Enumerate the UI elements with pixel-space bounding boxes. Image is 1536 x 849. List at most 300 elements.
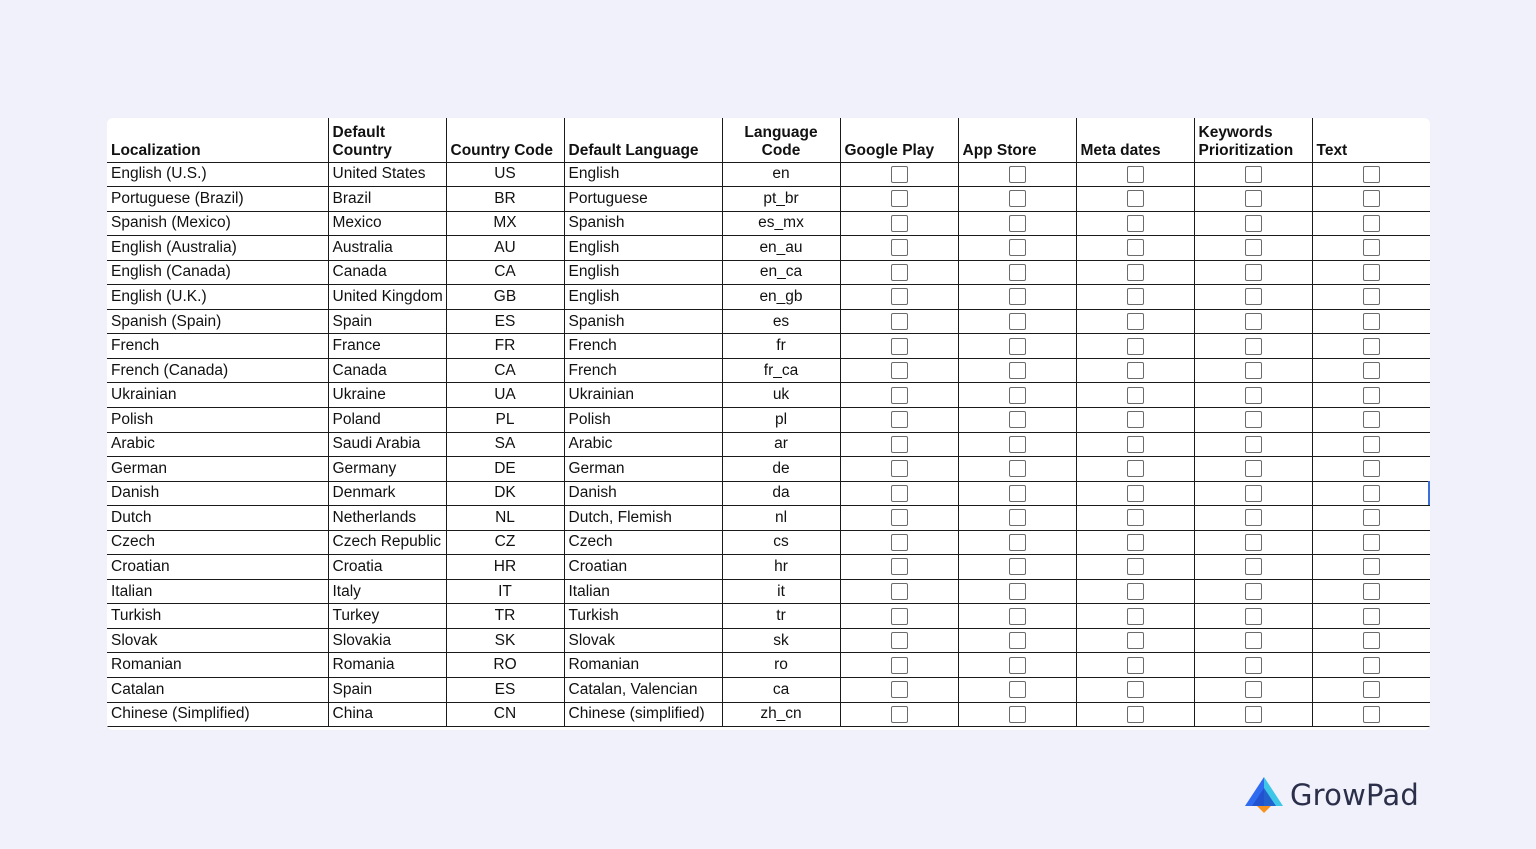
meta-dates-checkbox[interactable] (1127, 509, 1144, 526)
cell-keywords-prioritization (1194, 211, 1312, 236)
text-checkbox[interactable] (1363, 485, 1380, 502)
cell-meta-dates (1076, 653, 1194, 678)
app-store-checkbox[interactable] (1009, 239, 1026, 256)
header-default-language[interactable]: Default Language (564, 118, 722, 162)
cell-keywords-prioritization (1194, 236, 1312, 261)
cell-localization[interactable]: Turkish (107, 604, 328, 629)
cell-language-code[interactable]: en_gb (722, 285, 840, 310)
text-checkbox[interactable] (1363, 608, 1380, 625)
cell-language-code[interactable]: da (722, 481, 840, 506)
table-row (107, 358, 1430, 383)
cell-default-country[interactable]: Brazil (328, 187, 446, 212)
table-row (107, 530, 1430, 555)
google-play-checkbox[interactable] (891, 583, 908, 600)
google-play-checkbox[interactable] (891, 362, 908, 379)
cell-default-language[interactable]: Chinese (simplified) (564, 702, 722, 727)
text-checkbox[interactable] (1363, 509, 1380, 526)
cell-default-language[interactable]: French (564, 334, 722, 359)
cell-keywords-prioritization (1194, 506, 1312, 531)
text-checkbox[interactable] (1363, 313, 1380, 330)
google-play-checkbox[interactable] (891, 657, 908, 674)
meta-dates-checkbox[interactable] (1127, 485, 1144, 502)
cell-country-code[interactable]: ES (446, 309, 564, 334)
cell-default-language[interactable]: Czech (564, 530, 722, 555)
app-store-checkbox[interactable] (1009, 313, 1026, 330)
cell-default-country[interactable]: Denmark (328, 481, 446, 506)
cell-app-store (958, 162, 1076, 187)
text-checkbox[interactable] (1363, 166, 1380, 183)
cell-country-code[interactable]: SK (446, 628, 564, 653)
cell-language-code[interactable]: fr_ca (722, 358, 840, 383)
meta-dates-checkbox[interactable] (1127, 264, 1144, 281)
table-row (107, 407, 1430, 432)
cell-app-store (958, 334, 1076, 359)
meta-dates-checkbox[interactable] (1127, 583, 1144, 600)
cell-default-language[interactable]: English (564, 236, 722, 261)
text-checkbox[interactable] (1363, 681, 1380, 698)
cell-country-code[interactable]: MX (446, 211, 564, 236)
table-row (107, 285, 1430, 310)
keywords-prioritization-checkbox[interactable] (1245, 264, 1262, 281)
text-checkbox[interactable] (1363, 583, 1380, 600)
meta-dates-checkbox[interactable] (1127, 681, 1144, 698)
cell-language-code[interactable]: es_mx (722, 211, 840, 236)
cell-language-code[interactable]: es (722, 309, 840, 334)
google-play-checkbox[interactable] (891, 485, 908, 502)
cell-keywords-prioritization (1194, 555, 1312, 580)
cell-default-country[interactable]: China (328, 702, 446, 727)
meta-dates-checkbox[interactable] (1127, 460, 1144, 477)
cell-meta-dates (1076, 677, 1194, 702)
cell-language-code[interactable]: pl (722, 407, 840, 432)
cell-language-code[interactable]: tr (722, 604, 840, 629)
text-checkbox[interactable] (1363, 288, 1380, 305)
text-checkbox[interactable] (1363, 362, 1380, 379)
cell-default-country[interactable]: Spain (328, 309, 446, 334)
cell-localization[interactable]: German (107, 457, 328, 482)
meta-dates-checkbox[interactable] (1127, 608, 1144, 625)
brand-name: GrowPad (1290, 778, 1419, 812)
cell-meta-dates (1076, 457, 1194, 482)
cell-country-code[interactable]: HR (446, 555, 564, 580)
cell-default-language[interactable]: Catalan, Valencian (564, 677, 722, 702)
meta-dates-checkbox[interactable] (1127, 706, 1144, 723)
google-play-checkbox[interactable] (891, 166, 908, 183)
cell-localization[interactable]: Czech (107, 530, 328, 555)
app-store-checkbox[interactable] (1009, 608, 1026, 625)
cell-localization[interactable]: Spanish (Mexico) (107, 211, 328, 236)
app-store-checkbox[interactable] (1009, 558, 1026, 575)
cell-meta-dates (1076, 236, 1194, 261)
cell-keywords-prioritization (1194, 162, 1312, 187)
cell-google-play (840, 628, 958, 653)
cell-google-play (840, 162, 958, 187)
keywords-prioritization-checkbox[interactable] (1245, 706, 1262, 723)
app-store-checkbox[interactable] (1009, 338, 1026, 355)
google-play-checkbox[interactable] (891, 509, 908, 526)
app-store-checkbox[interactable] (1009, 583, 1026, 600)
google-play-checkbox[interactable] (891, 436, 908, 453)
cell-default-country[interactable]: Ukraine (328, 383, 446, 408)
cell-default-country[interactable]: Spain (328, 677, 446, 702)
cell-app-store (958, 358, 1076, 383)
cell-language-code[interactable]: pt_br (722, 187, 840, 212)
text-checkbox[interactable] (1363, 632, 1380, 649)
google-play-checkbox[interactable] (891, 681, 908, 698)
cell-localization[interactable]: Croatian (107, 555, 328, 580)
cell-default-language[interactable]: Italian (564, 579, 722, 604)
cell-localization[interactable]: Arabic (107, 432, 328, 457)
text-checkbox[interactable] (1363, 190, 1380, 207)
cell-google-play (840, 383, 958, 408)
header-language-code[interactable]: Language Code (722, 118, 840, 162)
cell-localization[interactable]: Spanish (Spain) (107, 309, 328, 334)
google-play-checkbox[interactable] (891, 190, 908, 207)
cell-country-code[interactable]: SA (446, 432, 564, 457)
cell-country-code[interactable]: CA (446, 260, 564, 285)
cell-keywords-prioritization (1194, 702, 1312, 727)
cell-google-play (840, 530, 958, 555)
cell-keywords-prioritization (1194, 432, 1312, 457)
text-checkbox[interactable] (1363, 558, 1380, 575)
app-store-checkbox[interactable] (1009, 657, 1026, 674)
app-store-checkbox[interactable] (1009, 387, 1026, 404)
header-meta-dates[interactable]: Meta dates (1076, 118, 1194, 162)
keywords-prioritization-checkbox[interactable] (1245, 681, 1262, 698)
cell-default-language[interactable]: Danish (564, 481, 722, 506)
app-store-checkbox[interactable] (1009, 681, 1026, 698)
cell-default-language[interactable]: Spanish (564, 211, 722, 236)
cell-country-code[interactable]: CA (446, 358, 564, 383)
keywords-prioritization-checkbox[interactable] (1245, 558, 1262, 575)
google-play-checkbox[interactable] (891, 338, 908, 355)
cell-default-country[interactable]: Czech Republic (328, 530, 446, 555)
google-play-checkbox[interactable] (891, 264, 908, 281)
cell-localization[interactable]: Ukrainian (107, 383, 328, 408)
cell-language-code[interactable]: hr (722, 555, 840, 580)
cell-localization[interactable]: Chinese (Simplified) (107, 702, 328, 727)
cell-default-country[interactable]: Slovakia (328, 628, 446, 653)
google-play-checkbox[interactable] (891, 215, 908, 232)
text-checkbox[interactable] (1363, 239, 1380, 256)
keywords-prioritization-checkbox[interactable] (1245, 239, 1262, 256)
meta-dates-checkbox[interactable] (1127, 239, 1144, 256)
table-row (107, 432, 1430, 457)
cell-google-play (840, 432, 958, 457)
cell-default-country[interactable]: United States (328, 162, 446, 187)
google-play-checkbox[interactable] (891, 632, 908, 649)
cell-localization[interactable]: Danish (107, 481, 328, 506)
cell-country-code[interactable]: US (446, 162, 564, 187)
cell-google-play (840, 236, 958, 261)
cell-localization[interactable]: Slovak (107, 628, 328, 653)
keywords-prioritization-checkbox[interactable] (1245, 411, 1262, 428)
cell-default-language[interactable]: Ukrainian (564, 383, 722, 408)
cell-default-country[interactable]: France (328, 334, 446, 359)
keywords-prioritization-checkbox[interactable] (1245, 657, 1262, 674)
cell-language-code[interactable]: en_ca (722, 260, 840, 285)
cell-meta-dates (1076, 260, 1194, 285)
keywords-prioritization-checkbox[interactable] (1245, 190, 1262, 207)
app-store-checkbox[interactable] (1009, 460, 1026, 477)
cell-google-play (840, 481, 958, 506)
cell-google-play (840, 604, 958, 629)
text-checkbox[interactable] (1363, 264, 1380, 281)
meta-dates-checkbox[interactable] (1127, 362, 1144, 379)
cell-default-country[interactable]: Turkey (328, 604, 446, 629)
keywords-prioritization-checkbox[interactable] (1245, 166, 1262, 183)
meta-dates-checkbox[interactable] (1127, 166, 1144, 183)
cell-country-code[interactable]: FR (446, 334, 564, 359)
cell-localization[interactable]: Italian (107, 579, 328, 604)
cell-language-code[interactable]: cs (722, 530, 840, 555)
cell-default-language[interactable]: English (564, 285, 722, 310)
keywords-prioritization-checkbox[interactable] (1245, 608, 1262, 625)
meta-dates-checkbox[interactable] (1127, 215, 1144, 232)
cell-google-play (840, 260, 958, 285)
table-row (107, 187, 1430, 212)
cell-meta-dates (1076, 555, 1194, 580)
meta-dates-checkbox[interactable] (1127, 288, 1144, 305)
cell-country-code[interactable]: AU (446, 236, 564, 261)
cell-keywords-prioritization (1194, 383, 1312, 408)
cell-default-language[interactable]: Arabic (564, 432, 722, 457)
cell-text (1312, 555, 1430, 580)
cell-google-play (840, 358, 958, 383)
cell-google-play (840, 506, 958, 531)
keywords-prioritization-checkbox[interactable] (1245, 338, 1262, 355)
cell-country-code[interactable]: GB (446, 285, 564, 310)
cell-country-code[interactable]: IT (446, 579, 564, 604)
cell-default-country[interactable]: Poland (328, 407, 446, 432)
app-store-checkbox[interactable] (1009, 166, 1026, 183)
cell-default-language[interactable]: French (564, 358, 722, 383)
text-checkbox[interactable] (1363, 534, 1380, 551)
cell-app-store (958, 677, 1076, 702)
google-play-checkbox[interactable] (891, 706, 908, 723)
header-country-code[interactable]: Country Code (446, 118, 564, 162)
cell-localization[interactable]: Catalan (107, 677, 328, 702)
cell-localization[interactable]: French (107, 334, 328, 359)
cell-default-language[interactable]: English (564, 260, 722, 285)
cell-country-code[interactable]: TR (446, 604, 564, 629)
cell-language-code[interactable]: en_au (722, 236, 840, 261)
cell-language-code[interactable]: en (722, 162, 840, 187)
cell-country-code[interactable]: RO (446, 653, 564, 678)
cell-country-code[interactable]: NL (446, 506, 564, 531)
table-row (107, 457, 1430, 482)
google-play-checkbox[interactable] (891, 288, 908, 305)
cell-language-code[interactable]: ar (722, 432, 840, 457)
cell-default-country[interactable]: Netherlands (328, 506, 446, 531)
cell-default-country[interactable]: Saudi Arabia (328, 432, 446, 457)
meta-dates-checkbox[interactable] (1127, 313, 1144, 330)
cell-default-country[interactable]: Italy (328, 579, 446, 604)
cell-app-store (958, 530, 1076, 555)
google-play-checkbox[interactable] (891, 239, 908, 256)
cell-default-country[interactable]: Australia (328, 236, 446, 261)
keywords-prioritization-checkbox[interactable] (1245, 288, 1262, 305)
meta-dates-checkbox[interactable] (1127, 387, 1144, 404)
cell-default-language[interactable]: German (564, 457, 722, 482)
keywords-prioritization-checkbox[interactable] (1245, 362, 1262, 379)
cell-keywords-prioritization (1194, 653, 1312, 678)
keywords-prioritization-checkbox[interactable] (1245, 583, 1262, 600)
google-play-checkbox[interactable] (891, 411, 908, 428)
app-store-checkbox[interactable] (1009, 509, 1026, 526)
table-row (107, 628, 1430, 653)
cell-keywords-prioritization (1194, 187, 1312, 212)
cell-localization[interactable]: French (Canada) (107, 358, 328, 383)
meta-dates-checkbox[interactable] (1127, 632, 1144, 649)
cell-language-code[interactable]: zh_cn (722, 702, 840, 727)
header-default-country[interactable]: Default Country (328, 118, 446, 162)
app-store-checkbox[interactable] (1009, 190, 1026, 207)
cell-default-country[interactable]: Canada (328, 260, 446, 285)
cell-localization[interactable]: Polish (107, 407, 328, 432)
table-row (107, 481, 1430, 506)
app-store-checkbox[interactable] (1009, 264, 1026, 281)
meta-dates-checkbox[interactable] (1127, 436, 1144, 453)
cell-language-code[interactable]: uk (722, 383, 840, 408)
cell-google-play (840, 555, 958, 580)
app-store-checkbox[interactable] (1009, 436, 1026, 453)
app-store-checkbox[interactable] (1009, 215, 1026, 232)
cell-localization[interactable]: Portuguese (Brazil) (107, 187, 328, 212)
keywords-prioritization-checkbox[interactable] (1245, 313, 1262, 330)
localization-table (107, 118, 1430, 727)
cell-localization[interactable]: Romanian (107, 653, 328, 678)
text-checkbox[interactable] (1363, 657, 1380, 674)
cell-localization[interactable]: English (U.S.) (107, 162, 328, 187)
cell-default-country[interactable]: Mexico (328, 211, 446, 236)
cell-keywords-prioritization (1194, 677, 1312, 702)
cell-country-code[interactable]: CN (446, 702, 564, 727)
cell-country-code[interactable]: DK (446, 481, 564, 506)
cell-google-play (840, 187, 958, 212)
cell-country-code[interactable]: PL (446, 407, 564, 432)
cell-default-language[interactable]: English (564, 162, 722, 187)
text-checkbox[interactable] (1363, 411, 1380, 428)
text-checkbox[interactable] (1363, 460, 1380, 477)
meta-dates-checkbox[interactable] (1127, 558, 1144, 575)
cell-google-play (840, 407, 958, 432)
keywords-prioritization-checkbox[interactable] (1245, 460, 1262, 477)
header-app-store[interactable]: App Store (958, 118, 1076, 162)
meta-dates-checkbox[interactable] (1127, 411, 1144, 428)
meta-dates-checkbox[interactable] (1127, 534, 1144, 551)
cell-text (1312, 236, 1430, 261)
text-checkbox[interactable] (1363, 338, 1380, 355)
cell-keywords-prioritization (1194, 285, 1312, 310)
cell-selection-marker (1428, 481, 1430, 505)
cell-country-code[interactable]: BR (446, 187, 564, 212)
google-play-checkbox[interactable] (891, 387, 908, 404)
text-checkbox[interactable] (1363, 387, 1380, 404)
google-play-checkbox[interactable] (891, 608, 908, 625)
google-play-checkbox[interactable] (891, 534, 908, 551)
google-play-checkbox[interactable] (891, 460, 908, 477)
cell-language-code[interactable]: it (722, 579, 840, 604)
cell-keywords-prioritization (1194, 457, 1312, 482)
cell-default-country[interactable]: Germany (328, 457, 446, 482)
keywords-prioritization-checkbox[interactable] (1245, 534, 1262, 551)
cell-language-code[interactable]: ro (722, 653, 840, 678)
keywords-prioritization-checkbox[interactable] (1245, 485, 1262, 502)
cell-language-code[interactable]: nl (722, 506, 840, 531)
app-store-checkbox[interactable] (1009, 534, 1026, 551)
cell-language-code[interactable]: sk (722, 628, 840, 653)
header-text[interactable]: Text (1312, 118, 1430, 162)
cell-localization[interactable]: English (Australia) (107, 236, 328, 261)
app-store-checkbox[interactable] (1009, 485, 1026, 502)
header-keywords-prioritization[interactable]: Keywords Prioritization (1194, 118, 1312, 162)
cell-text (1312, 407, 1430, 432)
cell-default-language[interactable]: Portuguese (564, 187, 722, 212)
cell-country-code[interactable]: UA (446, 383, 564, 408)
table-row (107, 162, 1430, 187)
cell-default-language[interactable]: Spanish (564, 309, 722, 334)
text-checkbox[interactable] (1363, 436, 1380, 453)
text-checkbox[interactable] (1363, 706, 1380, 723)
cell-language-code[interactable]: ca (722, 677, 840, 702)
google-play-checkbox[interactable] (891, 313, 908, 330)
cell-default-country[interactable]: United Kingdom (328, 285, 446, 310)
app-store-checkbox[interactable] (1009, 706, 1026, 723)
meta-dates-checkbox[interactable] (1127, 657, 1144, 674)
keywords-prioritization-checkbox[interactable] (1245, 632, 1262, 649)
cell-google-play (840, 579, 958, 604)
header-google-play[interactable]: Google Play (840, 118, 958, 162)
keywords-prioritization-checkbox[interactable] (1245, 387, 1262, 404)
cell-meta-dates (1076, 211, 1194, 236)
keywords-prioritization-checkbox[interactable] (1245, 509, 1262, 526)
google-play-checkbox[interactable] (891, 558, 908, 575)
cell-country-code[interactable]: DE (446, 457, 564, 482)
cell-default-language[interactable]: Turkish (564, 604, 722, 629)
meta-dates-checkbox[interactable] (1127, 338, 1144, 355)
cell-localization[interactable]: English (U.K.) (107, 285, 328, 310)
header-localization[interactable]: Localization (107, 118, 328, 162)
app-store-checkbox[interactable] (1009, 632, 1026, 649)
meta-dates-checkbox[interactable] (1127, 190, 1144, 207)
cell-country-code[interactable]: ES (446, 677, 564, 702)
cell-country-code[interactable]: CZ (446, 530, 564, 555)
text-checkbox[interactable] (1363, 215, 1380, 232)
cell-google-play (840, 211, 958, 236)
app-store-checkbox[interactable] (1009, 362, 1026, 379)
cell-default-country[interactable]: Romania (328, 653, 446, 678)
cell-localization[interactable]: English (Canada) (107, 260, 328, 285)
cell-app-store (958, 653, 1076, 678)
cell-default-language[interactable]: Polish (564, 407, 722, 432)
cell-app-store (958, 628, 1076, 653)
cell-default-country[interactable]: Croatia (328, 555, 446, 580)
cell-language-code[interactable]: fr (722, 334, 840, 359)
cell-default-language[interactable]: Croatian (564, 555, 722, 580)
cell-default-language[interactable]: Romanian (564, 653, 722, 678)
app-store-checkbox[interactable] (1009, 288, 1026, 305)
keywords-prioritization-checkbox[interactable] (1245, 436, 1262, 453)
cell-default-country[interactable]: Canada (328, 358, 446, 383)
keywords-prioritization-checkbox[interactable] (1245, 215, 1262, 232)
cell-language-code[interactable]: de (722, 457, 840, 482)
app-store-checkbox[interactable] (1009, 411, 1026, 428)
cell-keywords-prioritization (1194, 309, 1312, 334)
cell-default-language[interactable]: Slovak (564, 628, 722, 653)
cell-default-language[interactable]: Dutch, Flemish (564, 506, 722, 531)
cell-localization[interactable]: Dutch (107, 506, 328, 531)
